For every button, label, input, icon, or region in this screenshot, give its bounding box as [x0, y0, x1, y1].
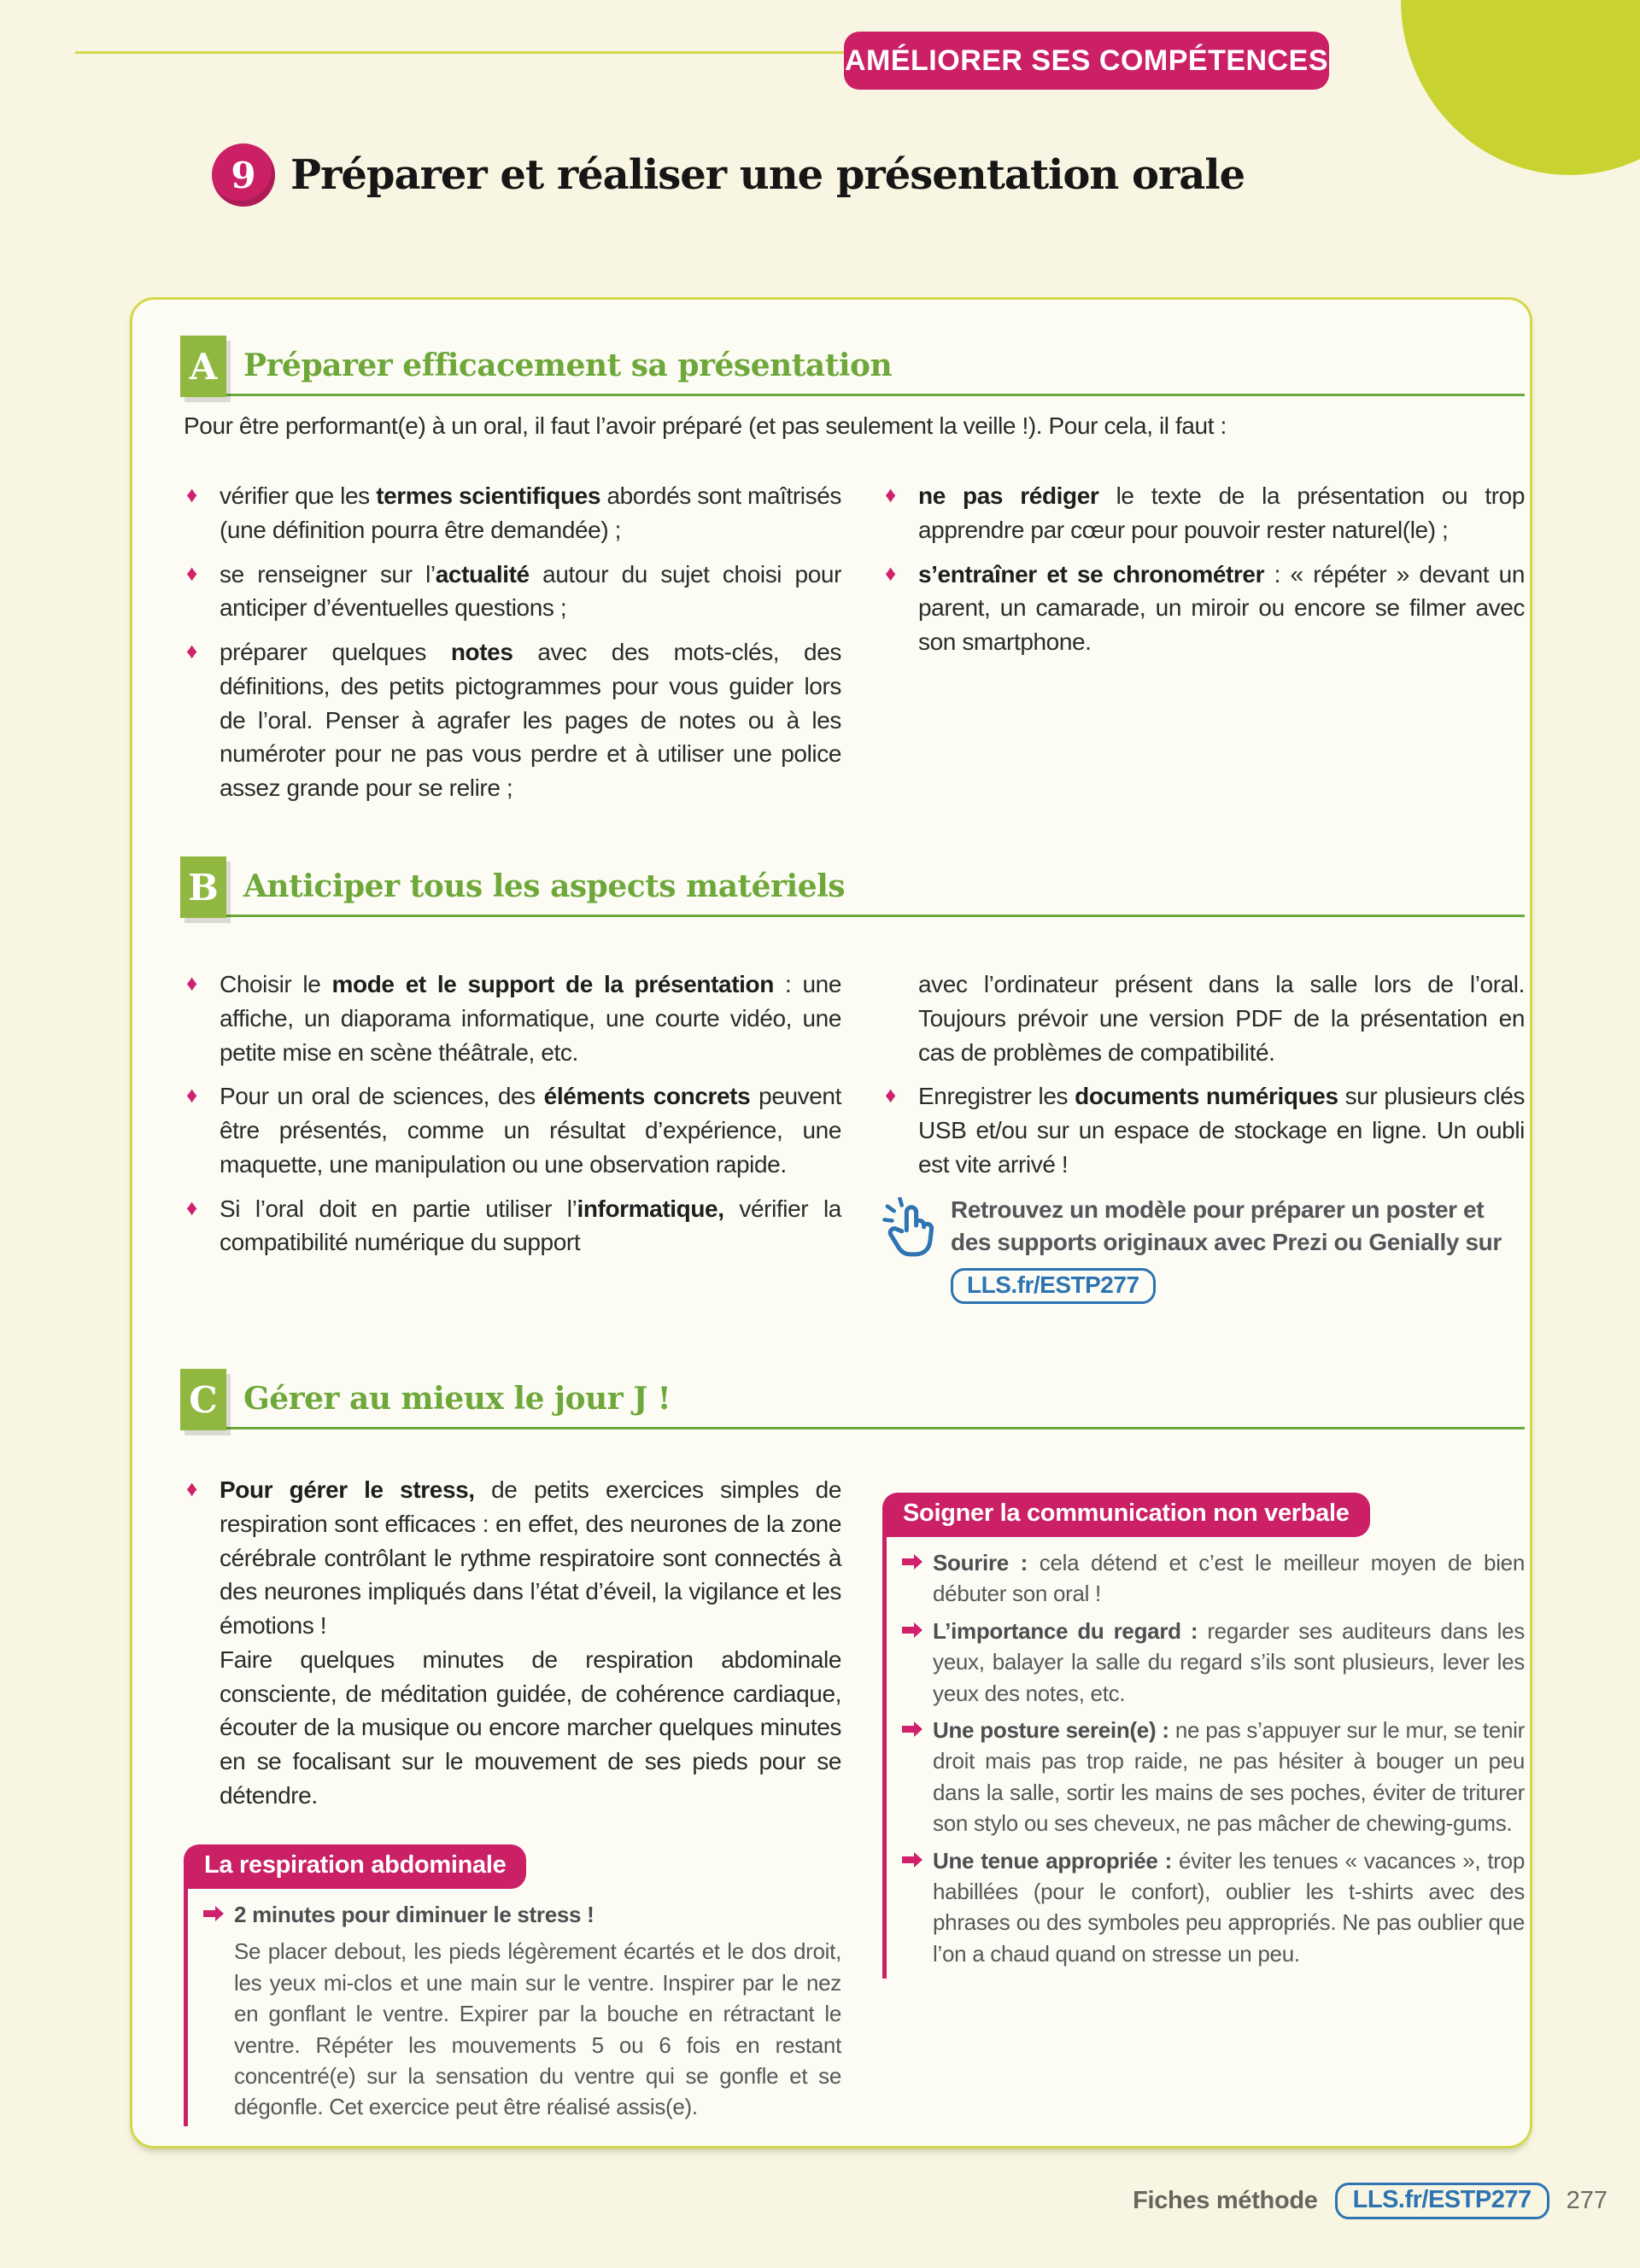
section-c-column-left	[184, 1473, 841, 1823]
section-b-column-left	[184, 967, 841, 1270]
section-a-intro: Pour être performant(e) à un oral, il faut l’avoir préparé (et pas seulement la veille !). Pour cela, il faut :	[184, 412, 1227, 439]
click-hand-icon	[881, 1197, 942, 1271]
page-footer	[1133, 2183, 1608, 2219]
diamond-bullet-icon: ♦	[885, 1082, 896, 1108]
section-b-title: Anticiper tous les aspects matériels	[243, 868, 846, 904]
bullet-item: ♦ Pour un oral de sciences, des éléments concrets peuvent être présentés, comme un résultat d’expérience, une maquette, une manipulation ou une observation rapide.	[184, 1079, 841, 1181]
bullet-item: ♦ Choisir le mode et le support de la présentation : une affiche, un diaporama informatique, une courte vidéo, une petite mise en scène théâtrale, etc.	[184, 967, 841, 1069]
footer-link-chip[interactable]: LLS.fr/ESTP277	[1335, 2183, 1549, 2219]
bullet-item: ♦ préparer quelques notes avec des mots-clés, des définitions, des petits pictogrammes pour vous guider lors de l’oral. Penser à agrafer les pages de notes ou à les numéroter pour ne pas vous perdre et à utiliser une police assez grande pour se relire ;	[184, 635, 841, 805]
breathing-lead: 2 minutes pour diminuer le stress !	[234, 1902, 594, 1927]
bullet-item: ♦ se renseigner sur l’actualité autour du sujet choisi pour anticiper d’éventuelles questions ;	[184, 558, 841, 626]
arrow-bullet-icon	[902, 1627, 914, 1634]
breathing-text: Se placer debout, les pieds légèrement écartés et le dos droit, les yeux mi-clos et une main sur le ventre. Inspirer par le nez en gonflant le ventre. Expirer par la bouche en rétractant le ventre. Répéter les mouvements 5 ou 6 fois en restant concentré(e) sur la sensation du ventre qui se gonfle et se dégonfle. Cet exercice peut être réalisé assis(e).	[234, 1938, 841, 2120]
arrow-item: Une posture serein(e) : ne pas s’appuyer sur le mur, se tenir droit mais pas trop raide, ne pas hésiter à bouger un peu dans la salle, sortir les mains de ses poches, éviter de triturer son stylo ou ses cheveux, ne pas mâcher de chewing-gums.	[902, 1715, 1525, 1839]
corner-blob	[1401, 0, 1640, 175]
digital-resource-callout	[882, 1194, 1525, 1304]
section-b-bullets-right	[882, 967, 1525, 1182]
section-b-header	[180, 860, 1525, 917]
footer-label: Fiches méthode	[1133, 2187, 1318, 2214]
diamond-bullet-icon: ♦	[885, 482, 896, 507]
arrow-bullet-icon	[902, 1856, 914, 1863]
chapter-number-bubble: 9	[212, 143, 275, 207]
page-number: 277	[1566, 2187, 1608, 2214]
diamond-bullet-icon: ♦	[186, 1194, 197, 1220]
arrow-item: L’importance du regard : regarder ses auditeurs dans les yeux, balayer la salle du regard s’ils sont plusieurs, lever les yeux des notes, etc.	[902, 1616, 1525, 1709]
section-a-letter-tile: A	[180, 336, 226, 397]
competences-banner: AMÉLIORER SES COMPÉTENCES	[844, 32, 1329, 90]
section-c-header	[180, 1372, 1525, 1429]
diamond-bullet-icon: ♦	[186, 1476, 197, 1501]
breathing-box-body	[184, 1889, 841, 2126]
diamond-bullet-icon: ♦	[186, 638, 197, 663]
section-a-title: Préparer efficacement sa présentation	[243, 348, 893, 383]
bullet-item: ♦ Enregistrer les documents numériques sur plusieurs clés USB et/ou sur un espace de stockage en ligne. Un oubli est vite arrivé !	[882, 1079, 1525, 1181]
diamond-bullet-icon: ♦	[186, 482, 197, 507]
nonverbal-box	[882, 1493, 1525, 1979]
section-a-header	[180, 339, 1525, 396]
breathing-box	[184, 1844, 841, 2126]
section-a-column-right	[882, 479, 1525, 669]
page-title: Préparer et réaliser une présentation orale	[290, 151, 1245, 199]
bullet-item: ♦ Si l’oral doit en partie utiliser l’informatique, vérifier la compatibilité numérique du support	[184, 1192, 841, 1260]
diamond-bullet-icon: ♦	[186, 970, 197, 996]
breathing-box-title: La respiration abdominale	[184, 1844, 526, 1889]
content-frame	[130, 297, 1532, 2148]
resource-link-chip[interactable]: LLS.fr/ESTP277	[951, 1268, 1156, 1304]
section-b-letter-tile: B	[180, 856, 226, 918]
arrow-bullet-icon	[902, 1726, 914, 1733]
arrow-item: Sourire : cela détend et c’est le meilleur moyen de bien débuter son oral !	[902, 1547, 1525, 1610]
bullet-item: ♦ s’entraîner et se chronométrer : « répéter » devant un parent, un camarade, un miroir ou encore se filmer avec son smartphone.	[882, 558, 1525, 659]
bullet-item: ♦ vérifier que les termes scientifiques abordés sont maîtrisés (une définition pourra être demandée) ;	[184, 479, 841, 547]
section-a-column-left	[184, 479, 841, 815]
paragraph-continuation: avec l’ordinateur présent dans la salle lors de l’oral. Toujours prévoir une version PDF de la présentation en cas de problèmes de compatibilité.	[918, 971, 1525, 1066]
breathing-lead-item	[203, 1899, 841, 1930]
resource-text: Retrouvez un modèle pour préparer un poster et des supports originaux avec Prezi ou Genially sur	[951, 1195, 1502, 1256]
section-b-column-right	[882, 967, 1525, 1304]
header-rule	[75, 51, 846, 54]
diamond-bullet-icon: ♦	[885, 559, 896, 586]
bullet-item: ♦ ne pas rédiger le texte de la présentation ou trop apprendre par cœur pour pouvoir rester naturel(le) ;	[882, 479, 1525, 547]
diamond-bullet-icon: ♦	[186, 1082, 197, 1108]
chapter-title-row	[212, 143, 1245, 207]
arrow-item: Une tenue appropriée : éviter les tenues « vacances », trop habillées (pour le confort), oublier les t-shirts avec des phrases ou des symboles peu appropriés. Ne pas oublier que l’on a chaud quand on stresse un peu.	[902, 1845, 1525, 1970]
section-c-letter-tile: C	[180, 1369, 226, 1430]
nonverbal-box-body	[882, 1537, 1525, 1979]
arrow-bullet-icon	[203, 1910, 215, 1917]
arrow-bullet-icon	[902, 1558, 914, 1565]
nonverbal-box-title: Soigner la communication non verbale	[882, 1493, 1370, 1537]
bullet-item: ♦ Pour gérer le stress, de petits exercices simples de respiration sont efficaces : en effet, des neurones de la zone cérébrale contrôlant le rythme respiratoire sont connectés à des neurones impliqués dans l’état d’éveil, la vigilance et les émotions ! Faire quelques minutes de respiration abdominale consciente, de méditation guidée, de cohérence cardiaque, écouter de la musique ou encore marcher quelques minutes en se focalisant sur le mouvement de ses pieds pour se détendre.	[184, 1473, 841, 1813]
diamond-bullet-icon: ♦	[186, 559, 197, 586]
section-c-title: Gérer au mieux le jour J !	[243, 1381, 671, 1417]
